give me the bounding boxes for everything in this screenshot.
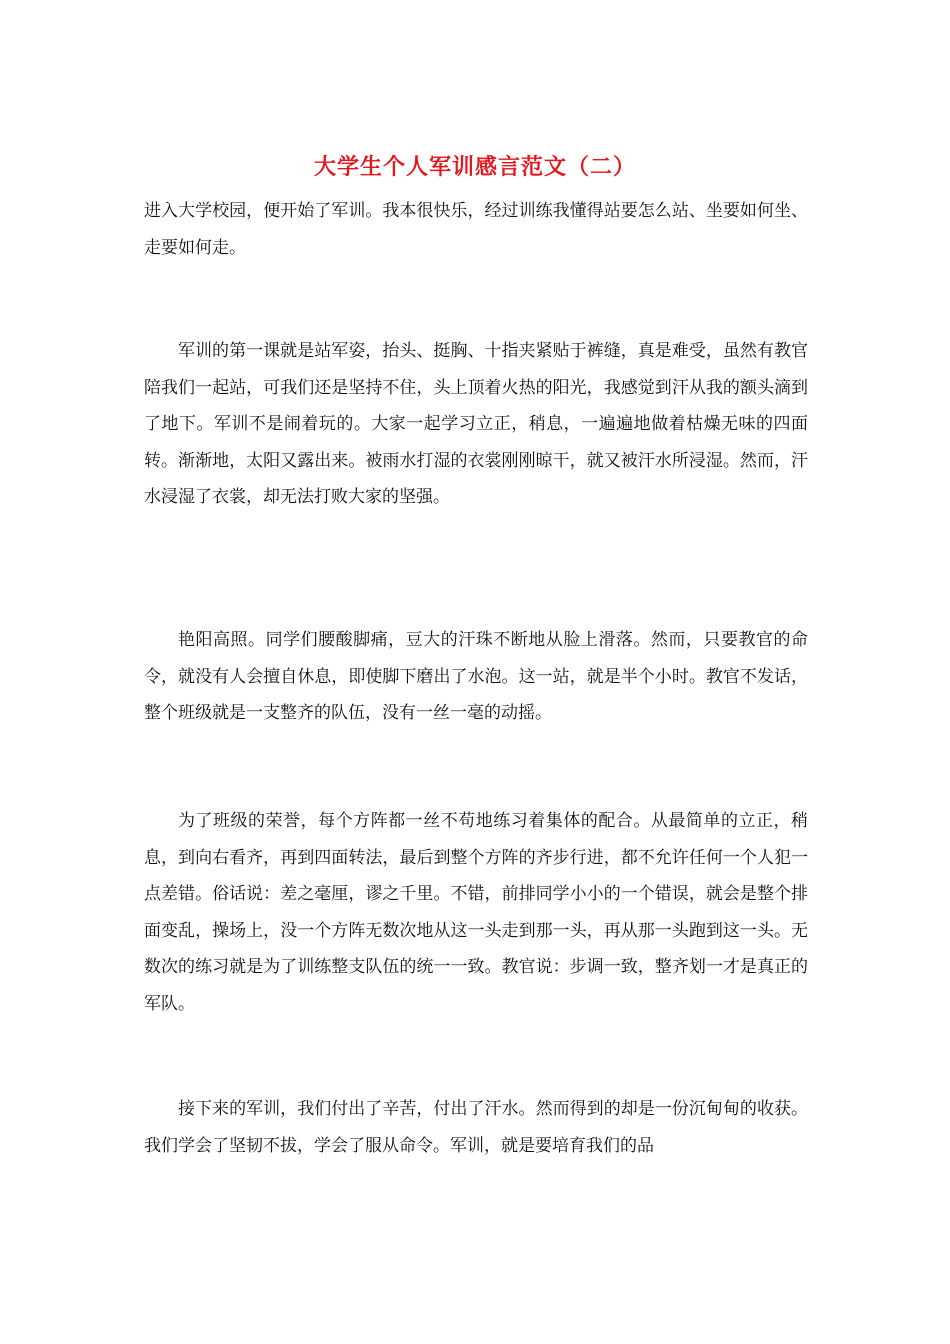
document-title: 大学生个人军训感言范文（二） (313, 154, 636, 180)
paragraph-intro: 进入大学校园，便开始了军训。我本很快乐，经过训练我懂得站要怎么站、坐要如何坐、走要如何走。 (144, 201, 808, 258)
paragraph-first-lesson: 军训的第一课就是站军姿，抬头、挺胸、十指夹紧贴于裤缝，真是难受，虽然有教官陪我们一起站，可我们还是坚持不住，头上顶着火热的阳光，我感觉到汗从我的额头滴到了地下。军训不是闹着玩的。大家一起学习立正，稍息，一遍遍地做着枯燥无味的四面转。渐渐地，太阳又露出来。被雨水打湿的衣裳刚刚晾干，就又被汗水所浸湿。然而，汗水浸湿了衣裳，却无法打败大家的坚强。 (144, 341, 808, 507)
paragraph-sunshine: 艳阳高照。同学们腰酸脚痛，豆大的汗珠不断地从脸上滑落。然而，只要教官的命令，就没有人会擅自休息，即使脚下磨出了水泡。这一站，就是半个小时。教官不发话，整个班级就是一支整齐的队伍，没有一丝一毫的动摇。 (144, 630, 808, 723)
paragraph-harvest: 接下来的军训，我们付出了辛苦，付出了汗水。然而得到的却是一份沉甸甸的收获。我们学会了坚韧不拔，学会了服从命令。军训，就是要培育我们的品 (144, 1099, 808, 1156)
paragraph-class-honor: 为了班级的荣誉，每个方阵都一丝不苟地练习着集体的配合。从最简单的立正，稍息，到向右看齐，再到四面转法，最后到整个方阵的齐步行进，都不允许任何一个人犯一点差错。俗话说：差之毫厘，谬之千里。不错，前排同学小小的一个错误，就会是整个排面变乱，操场上，没一个方阵无数次地从这一头走到那一头，再从那一头跑到这一头。无数次的练习就是为了训练整支队伍的统一一致。教官说：步调一致，整齐划一才是真正的军队。 (144, 811, 808, 1014)
